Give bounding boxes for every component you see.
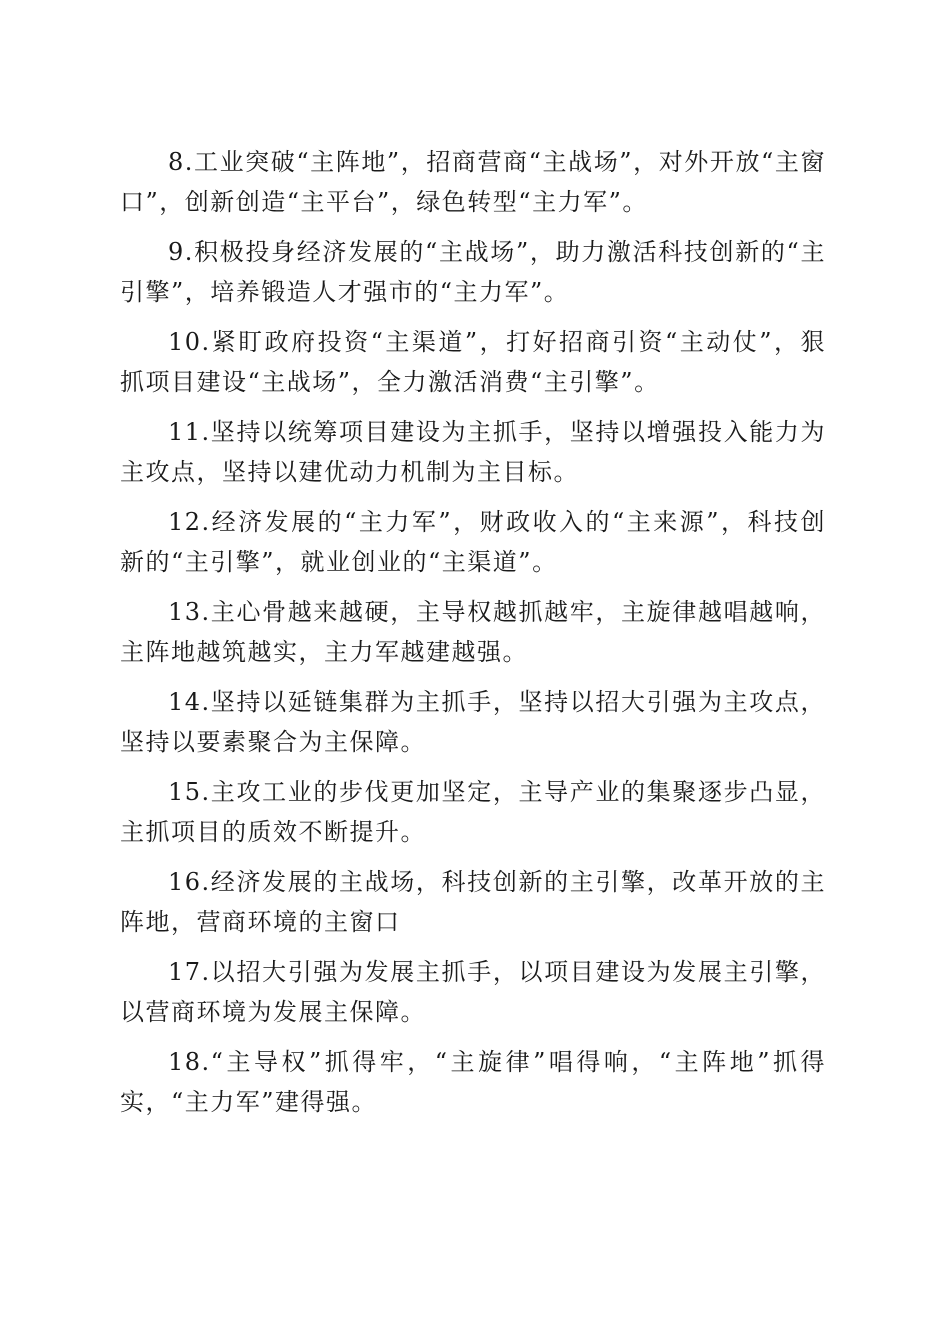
paragraph-18: 18.“主导权”抓得牢，“主旋律”唱得响，“主阵地”抓得实，“主力军”建得强。 <box>120 1048 826 1116</box>
paragraph-14: 14.坚持以延链集群为主抓手，坚持以招大引强为主攻点，坚持以要素聚合为主保障。 <box>120 688 826 756</box>
paragraph-11: 11.坚持以统筹项目建设为主抓手，坚持以增强投入能力为主攻点，坚持以建优动力机制为主目标。 <box>120 418 826 486</box>
document-body <box>120 142 826 1132</box>
paragraph-12: 12.经济发展的“主力军”，财政收入的“主来源”，科技创新的“主引擎”，就业创业的“主渠道”。 <box>120 508 826 576</box>
paragraph-9: 9.积极投身经济发展的“主战场”，助力激活科技创新的“主引擎”，培养锻造人才强市的“主力军”。 <box>120 238 826 306</box>
paragraph-17: 17.以招大引强为发展主抓手，以项目建设为发展主引擎，以营商环境为发展主保障。 <box>120 958 826 1026</box>
paragraph-8: 8.工业突破“主阵地”，招商营商“主战场”，对外开放“主窗口”，创新创造“主平台”，绿色转型“主力军”。 <box>120 148 826 216</box>
paragraph-10: 10.紧盯政府投资“主渠道”，打好招商引资“主动仗”，狠抓项目建设“主战场”，全力激活消费“主引擎”。 <box>120 328 826 396</box>
paragraph-15: 15.主攻工业的步伐更加坚定，主导产业的集聚逐步凸显，主抓项目的质效不断提升。 <box>120 778 826 846</box>
paragraph-13: 13.主心骨越来越硬，主导权越抓越牢，主旋律越唱越响，主阵地越筑越实，主力军越建越强。 <box>120 598 826 666</box>
paragraph-16: 16.经济发展的主战场，科技创新的主引擎，改革开放的主阵地，营商环境的主窗口 <box>120 868 826 936</box>
